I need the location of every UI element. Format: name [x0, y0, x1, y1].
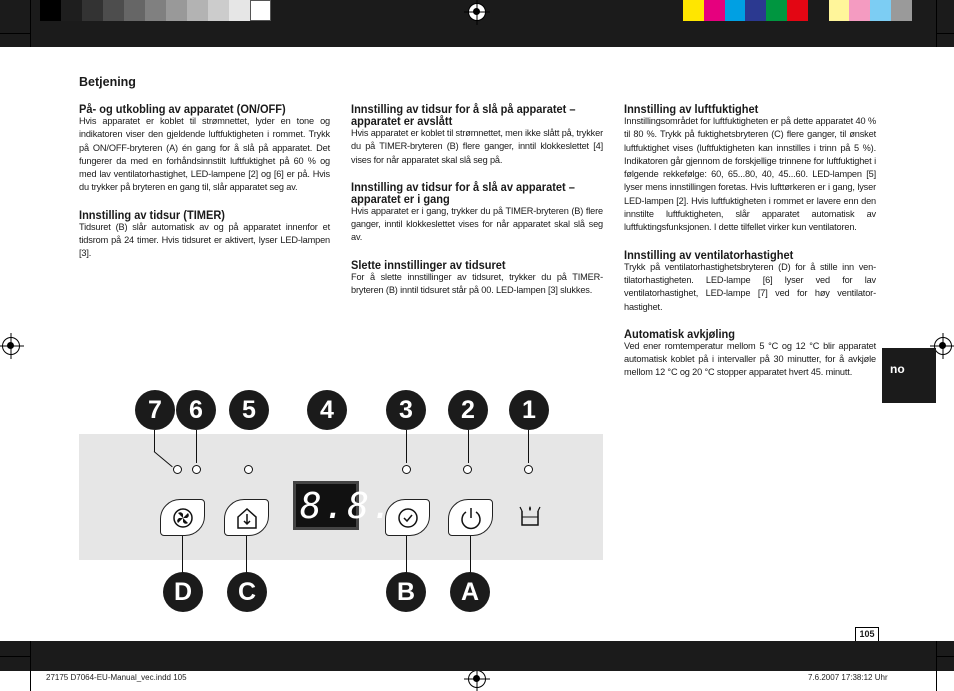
- heading: På- og utkobling av apparatet (ON/OFF): [79, 102, 286, 116]
- water-tank-icon: [518, 503, 542, 529]
- power-icon: [449, 500, 494, 537]
- display-value: 8.8.: [300, 486, 395, 527]
- callout-5: 5: [229, 390, 269, 430]
- paragraph: Ved ener romtemperatur mellom 5 °C og 12 °C blir apparatet automatisk koblet på i intervaller på 30 minutter, for å avkjøle mellom 12 °C og 20 °C stopper apparatet hvert 45. minutt.: [624, 340, 876, 378]
- color-swatch: [766, 0, 787, 21]
- color-swatch: [808, 0, 829, 21]
- gray-swatch: [250, 0, 271, 21]
- led-2: [463, 465, 472, 474]
- led-1: [524, 465, 533, 474]
- led-7: [173, 465, 182, 474]
- paragraph: Hvis apparatet er i gang, trykker du på TIMER-bryteren (B) flere ganger, inntil klokkeslettet vises for når apparatet skal slå seg av.: [351, 205, 603, 243]
- leader-line-C: [246, 536, 247, 576]
- paragraph: Trykk på ventilatorhastighetsbryteren (D) for å stille inn ven-tilatorhastigheten. LED-lampe [6] lyser ved for lav ventilatorhastighet, LED-lampe [7] ved for høy ventilator-hastighet.: [624, 261, 876, 312]
- gray-swatch: [166, 0, 187, 21]
- gray-swatch: [40, 0, 61, 21]
- registration-mark-bottom-icon: [468, 670, 486, 688]
- heading: Innstilling av tidsur for å slå på apparatet – apparatet er avslått: [351, 102, 576, 128]
- leader-line-3: [406, 430, 407, 463]
- crop-mark: [936, 33, 954, 34]
- leader-line-1: [528, 430, 529, 463]
- crop-mark: [0, 656, 30, 657]
- crop-mark: [936, 0, 937, 47]
- callout-6: 6: [176, 390, 216, 430]
- heading: Innstilling av tidsur (TIMER): [79, 207, 225, 222]
- language-tab: no: [882, 348, 936, 403]
- gray-swatch: [187, 0, 208, 21]
- heading: Automatisk avkjøling: [624, 326, 736, 341]
- callout-C: C: [227, 572, 267, 612]
- color-swatch: [787, 0, 808, 21]
- registration-mark-left-icon: [2, 337, 20, 355]
- house-humidity-icon: [225, 500, 270, 537]
- page-number: 105: [855, 627, 879, 641]
- paragraph: Innstillingsområdet for luftfuktigheten er på dette apparatet 40 % til 80 %. Trykk på fuktighetsbryteren (C) flere ganger, til ønsket luftfuktighet vises (luftfuktigheten kan innstilles i trinn på 5 %). Indikatoren går gjennom de forskjellige trinnene for luftfuktighet i følgende rekkefølge: 60, 65...80, 40, 45...60. LED-lampen [5] lyser mens innstillingen foretas. Hvis lufttørkeren er i gang, lyser LED-lampen [2]. Hvis luftfuktigheten i rommet er lavere enn den innstilte luftfuktigheten, slår apparatet automatisk av luftfuktingsfunksjonen. I dette tilfellet virker kun ventilatoren.: [624, 116, 876, 233]
- section-title: Betjening: [79, 75, 136, 89]
- leader-line-B: [406, 536, 407, 576]
- leader-line-2: [468, 430, 469, 463]
- led-display: [293, 481, 395, 530]
- bottom-print-bar: [0, 641, 954, 671]
- paragraph: Tidsuret (B) slår automatisk av og på apparatet innenfor et tidsrom på 24 timer. Hvis tidsuret er aktivert, lyser LED-lampen [3].: [79, 221, 330, 259]
- led-3: [402, 465, 411, 474]
- heading: Innstilling av luftfuktighet: [624, 102, 759, 116]
- crop-mark: [30, 0, 31, 47]
- callout-D: D: [163, 572, 203, 612]
- humidity-button[interactable]: [224, 499, 269, 536]
- heading: Innstilling av tidsur for å slå av apparatet – apparatet er i gang: [351, 179, 575, 206]
- callout-A: A: [450, 572, 490, 612]
- registration-mark-top-icon: [468, 3, 486, 21]
- leader-line-7: [154, 430, 155, 452]
- leader-line-6: [196, 430, 197, 463]
- gray-swatch: [145, 0, 166, 21]
- column-2: [351, 103, 603, 311]
- gray-swatch: [82, 0, 103, 21]
- gray-swatch: [229, 0, 250, 21]
- color-swatch: [704, 0, 725, 21]
- crop-mark: [936, 641, 937, 691]
- color-swatch: [683, 0, 704, 21]
- color-swatch: [745, 0, 766, 21]
- color-swatch: [829, 0, 850, 21]
- crop-mark: [936, 656, 954, 657]
- callout-3: 3: [386, 390, 426, 430]
- crop-mark: [30, 641, 31, 691]
- color-swatch: [891, 0, 912, 21]
- paragraph: Hvis apparatet er koblet til strømnettet, men ikke slått på, trykker du på TIMER-bryteren (B) flere ganger, inntil klokkeslettet [4] vises for når apparatet skal slå seg på.: [351, 128, 603, 165]
- callout-B: B: [386, 572, 426, 612]
- led-5: [244, 465, 253, 474]
- gray-swatch: [208, 0, 229, 21]
- callout-2: 2: [448, 390, 488, 430]
- fan-icon: [161, 500, 206, 537]
- footer-file-info: 27175 D7064-EU-Manual_vec.indd 105: [46, 673, 187, 682]
- column-1: [79, 75, 330, 275]
- color-swatch: [870, 0, 891, 21]
- color-swatch: [849, 0, 870, 21]
- callout-1: 1: [509, 390, 549, 430]
- column-3: [624, 103, 876, 394]
- gray-swatch: [103, 0, 124, 21]
- leader-line-A: [470, 536, 471, 576]
- footer-timestamp: 7.6.2007 17:38:12 Uhr: [808, 673, 888, 682]
- crop-mark: [0, 33, 30, 34]
- fan-speed-button[interactable]: [160, 499, 205, 536]
- led-6: [192, 465, 201, 474]
- heading: Slette innstillinger av tidsuret: [351, 257, 506, 272]
- callout-4: 4: [307, 390, 347, 430]
- registration-mark-right-icon: [934, 337, 952, 355]
- gray-swatch: [124, 0, 145, 21]
- paragraph: Hvis apparatet er koblet til strømnettet, lyder en tone og indikatoren viser den gjeldende luftfuktigheten i rommet. Trykk på ON/OFF-bryteren (A) én gang for å slå på apparatet. Det fungerer da med en forhåndsinnstilt luftfuktighet på 60 % og med lav ventilatorhastighet, LED-lampene [2] og [6] er på. Hvis du trykker på bryteren en gang til, slår apparatet seg av.: [79, 116, 330, 193]
- power-button[interactable]: [448, 499, 493, 536]
- paragraph: For å slette innstillinger av tidsuret, trykker du på TIMER-bryteren (B) inntil tidsuret står på 00. LED-lampen [3] slukkes.: [351, 271, 603, 296]
- heading: Innstilling av ventilatorhastighet: [624, 247, 794, 262]
- leader-line-D: [182, 536, 183, 576]
- color-swatch: [725, 0, 746, 21]
- gray-swatch: [61, 0, 82, 21]
- callout-7: 7: [135, 390, 175, 430]
